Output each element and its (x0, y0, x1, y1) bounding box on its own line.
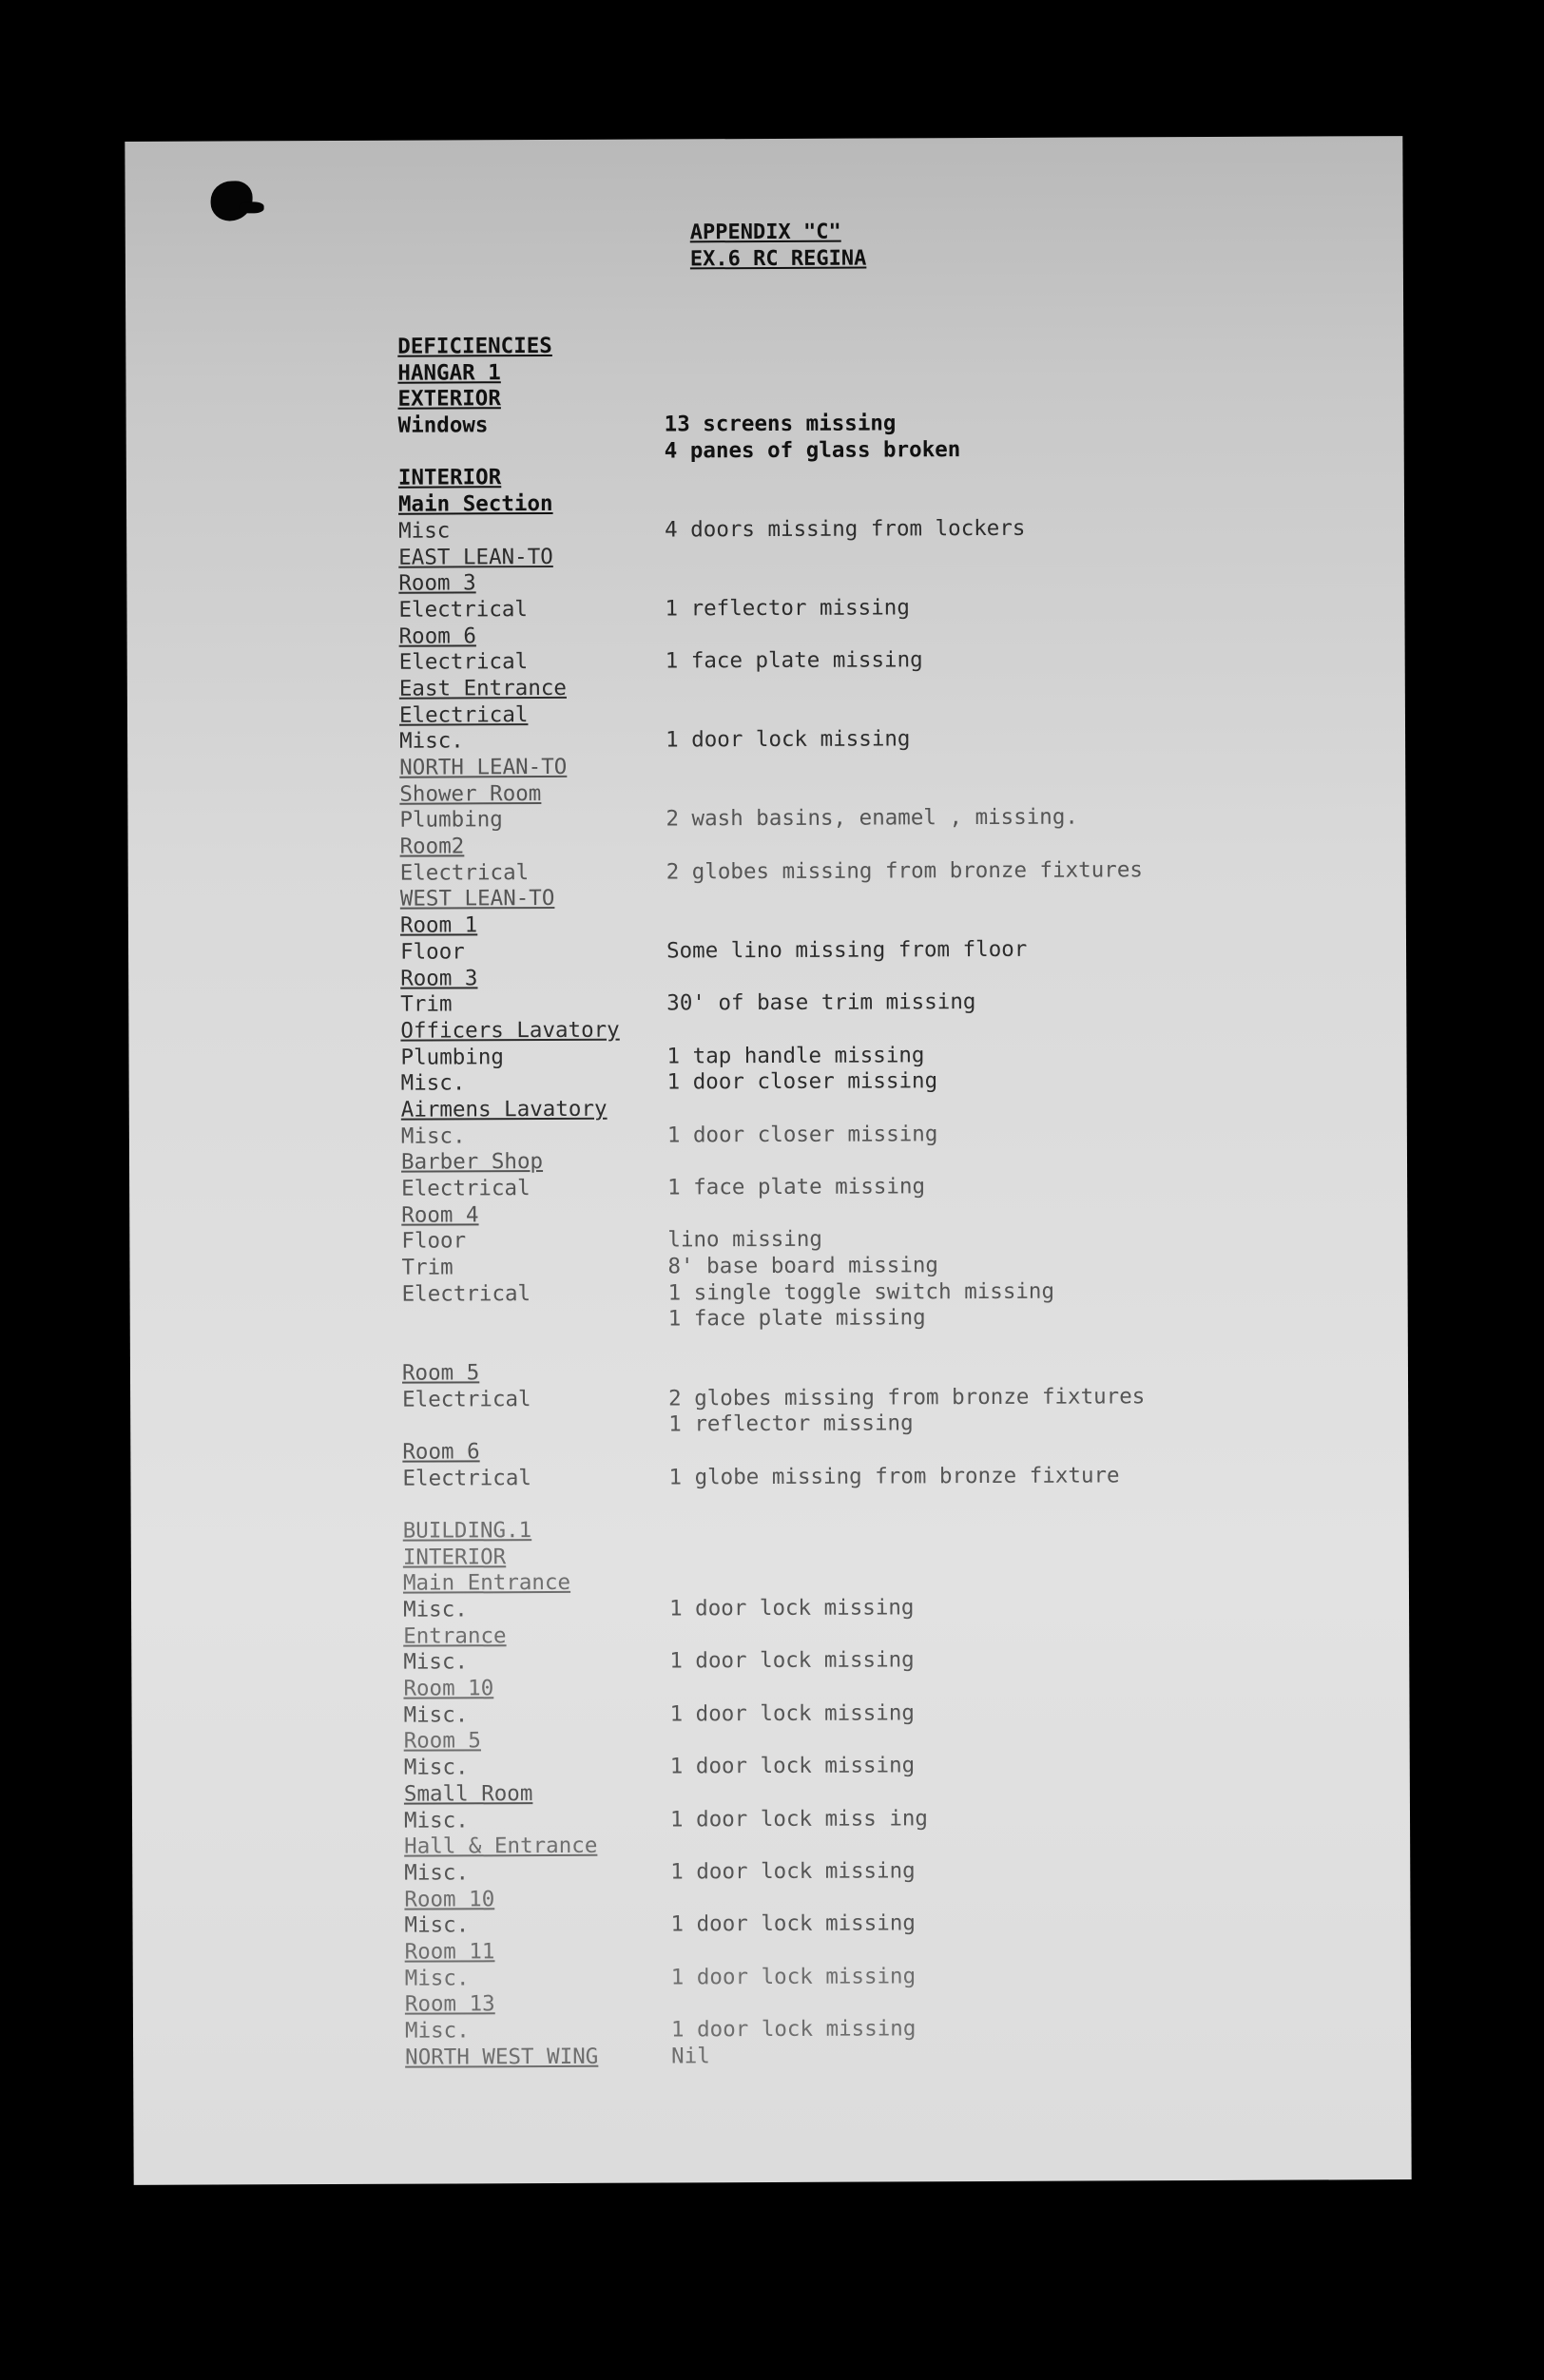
list-item (398, 566, 1368, 597)
item-label: Misc. (403, 1597, 468, 1622)
document-page (125, 136, 1411, 2185)
item-description: 1 face plate missing (667, 1174, 926, 1200)
item-description: 1 door lock missing (669, 1647, 915, 1674)
list-item (402, 1304, 1372, 1334)
item-label: Room 10 (403, 1676, 494, 1701)
list-item (405, 1935, 1375, 1966)
list-item (402, 1330, 1372, 1360)
list-item (397, 383, 1367, 413)
list-item (404, 1804, 1374, 1834)
list-item (405, 1988, 1375, 2019)
list-item (405, 1962, 1375, 1992)
list-item (403, 1646, 1373, 1677)
list-item (403, 1620, 1373, 1650)
list-item (399, 830, 1369, 860)
list-item (404, 1909, 1374, 1939)
list-item (401, 1251, 1371, 1281)
item-label: EAST LEAN-TO (398, 544, 553, 570)
item-label: BUILDING.1 (402, 1518, 532, 1544)
item-label: East Entrance (398, 675, 567, 701)
list-item (398, 541, 1368, 571)
list-item (398, 593, 1368, 624)
item-label: Plumbing (400, 1044, 504, 1070)
list-item (399, 699, 1369, 729)
list-item (402, 1383, 1372, 1413)
list-item (400, 856, 1370, 887)
item-label: Electrical (399, 859, 530, 886)
list-item (404, 1830, 1374, 1860)
item-label: DEFICIENCIES (397, 333, 552, 359)
item-label: Windows (397, 413, 489, 438)
item-description: 1 door lock missing (670, 1910, 916, 1937)
item-label: Electrical (398, 701, 529, 728)
list-item (404, 1777, 1374, 1808)
item-label: Room 13 (404, 1991, 495, 2017)
list-item (405, 2041, 1375, 2071)
item-label: Misc. (404, 1912, 470, 1938)
item-label: Misc. (403, 1807, 469, 1833)
item-label: Misc. (400, 1070, 466, 1096)
list-item (403, 1699, 1373, 1729)
item-label: Electrical (398, 649, 529, 675)
item-description: 13 screens missing (664, 411, 897, 437)
item-description: Nil (671, 2043, 710, 2069)
list-item (399, 672, 1369, 702)
list-item (398, 435, 1368, 466)
punch-hole (210, 181, 252, 221)
item-description: 2 globes missing from bronze fixtures (668, 1383, 1146, 1411)
item-label: Misc. (404, 1966, 470, 1991)
item-description: 1 door lock missing (670, 2016, 917, 2043)
item-label: Room 3 (400, 965, 478, 991)
list-item (397, 330, 1367, 360)
item-description: 4 panes of glass broken (664, 436, 961, 464)
item-label: Room2 (399, 834, 465, 859)
item-label: INTERIOR (397, 465, 502, 491)
item-label: Electrical (398, 596, 528, 623)
list-item (399, 725, 1369, 756)
item-label: EXTERIOR (397, 386, 501, 413)
item-description: 1 door lock missing (668, 1595, 915, 1622)
list-item (404, 1883, 1374, 1913)
list-item (398, 462, 1368, 492)
list-item (402, 1356, 1372, 1387)
item-description: 1 door lock missing (670, 1858, 916, 1885)
item-label: Small Room (403, 1780, 533, 1807)
item-description: 1 face plate missing (667, 1305, 926, 1332)
item-label: Hall & Entrance (404, 1833, 598, 1859)
item-description: 1 face plate missing (665, 647, 923, 674)
list-item (401, 1225, 1371, 1256)
item-label: Misc. (403, 1755, 469, 1780)
list-item (404, 1751, 1374, 1781)
item-label: Trim (400, 991, 453, 1017)
item-description: 1 single toggle switch missing (667, 1278, 1055, 1306)
item-label: Room 3 (398, 570, 476, 596)
item-description: 1 door closer missing (666, 1068, 938, 1095)
list-item (398, 514, 1368, 545)
list-item (398, 488, 1368, 518)
list-item (403, 1541, 1373, 1571)
list-item (402, 1409, 1372, 1439)
item-label: Room 6 (398, 623, 476, 649)
item-label: Main Entrance (402, 1570, 571, 1596)
item-label: Floor (401, 1228, 467, 1255)
item-label: Misc. (403, 1649, 469, 1676)
item-label: Misc. (403, 1702, 469, 1728)
list-item (401, 1172, 1371, 1202)
appendix-heading: APPENDIX "C" (689, 220, 841, 245)
list-item (403, 1672, 1373, 1702)
item-label: Misc. (404, 2018, 470, 2044)
item-label: NORTH WEST WING (405, 2044, 599, 2070)
item-label: Room 1 (399, 912, 478, 938)
list-item (403, 1488, 1373, 1518)
item-label: Room 5 (401, 1360, 480, 1386)
list-item (405, 2014, 1375, 2044)
item-label: Room 5 (403, 1728, 482, 1755)
item-description: 1 door lock missing (669, 1700, 915, 1727)
list-item (399, 804, 1369, 835)
item-label: Electrical (401, 1280, 531, 1307)
list-item (402, 1435, 1372, 1466)
list-item (397, 356, 1367, 387)
item-description: Some lino missing from floor (666, 936, 1028, 964)
item-label: NORTH LEAN-TO (399, 754, 568, 780)
list-item (401, 1146, 1371, 1177)
item-label: Electrical (402, 1386, 531, 1412)
item-description: 4 doors missing from lockers (665, 515, 1026, 543)
item-description: 1 door lock missing (670, 1963, 917, 1990)
item-label: HANGAR 1 (397, 359, 501, 386)
item-label: Room 4 (401, 1202, 479, 1228)
list-item (400, 962, 1370, 992)
item-description: 1 door lock missing (669, 1753, 916, 1779)
item-label: Misc. (400, 1123, 466, 1149)
list-item (400, 1014, 1370, 1045)
item-label: Floor (399, 939, 465, 965)
item-label: Misc (398, 518, 451, 544)
item-description: 1 door closer missing (666, 1121, 938, 1148)
item-label: Electrical (401, 1176, 531, 1201)
item-description: 1 globe missing from bronze fixture (668, 1462, 1120, 1490)
subheading: EX.6 RC REGINA (689, 246, 867, 272)
list-item (399, 777, 1369, 808)
item-description: 2 globes missing from bronze fixtures (666, 857, 1143, 885)
list-item (404, 1725, 1374, 1756)
item-label: Room 10 (404, 1886, 495, 1912)
item-label: Main Section (397, 491, 553, 517)
item-description: 1 tap handle missing (666, 1042, 925, 1069)
item-label: Entrance (403, 1622, 507, 1649)
list-item (399, 751, 1369, 781)
list-item (403, 1593, 1373, 1623)
item-label: Airmens Lavatory (400, 1096, 608, 1123)
list-item (400, 883, 1370, 913)
item-description: 8' base board missing (667, 1253, 939, 1279)
item-description: lino missing (667, 1227, 822, 1253)
list-item (404, 1856, 1374, 1887)
list-item (401, 1199, 1371, 1229)
item-description: 30' of base trim missing (666, 989, 976, 1016)
item-label: Misc. (404, 1860, 470, 1886)
item-label: Officers Lavatory (400, 1017, 620, 1044)
item-label: Trim (401, 1255, 454, 1280)
list-item (400, 935, 1370, 966)
list-item (401, 1066, 1371, 1097)
deficiency-list (397, 330, 1375, 2071)
item-label: Barber Shop (400, 1149, 544, 1175)
item-description: 1 reflector missing (665, 595, 910, 622)
item-label: WEST LEAN-TO (399, 886, 555, 912)
item-description: 2 wash basins, enamel , missing. (666, 804, 1078, 832)
item-label: Plumbing (399, 807, 503, 834)
list-item (401, 1093, 1371, 1123)
item-label: Misc. (399, 728, 464, 755)
list-item (400, 1041, 1370, 1071)
list-item (399, 645, 1369, 676)
list-item (399, 620, 1369, 650)
list-item (400, 909, 1370, 939)
item-label: Shower Room (399, 780, 542, 807)
list-item (402, 1277, 1372, 1308)
item-label: INTERIOR (402, 1544, 507, 1570)
item-label: Room 11 (404, 1939, 495, 1965)
item-label: Room 6 (402, 1439, 480, 1465)
list-item (402, 1462, 1372, 1492)
item-label: Electrical (402, 1465, 531, 1491)
item-description: 1 door lock miss ing (669, 1805, 929, 1832)
list-item (398, 409, 1368, 439)
list-item (403, 1567, 1373, 1598)
list-item (403, 1514, 1373, 1545)
list-item (400, 988, 1370, 1018)
item-description: 1 door lock missing (666, 726, 911, 753)
list-item (401, 1120, 1371, 1150)
item-description: 1 reflector missing (668, 1411, 914, 1437)
